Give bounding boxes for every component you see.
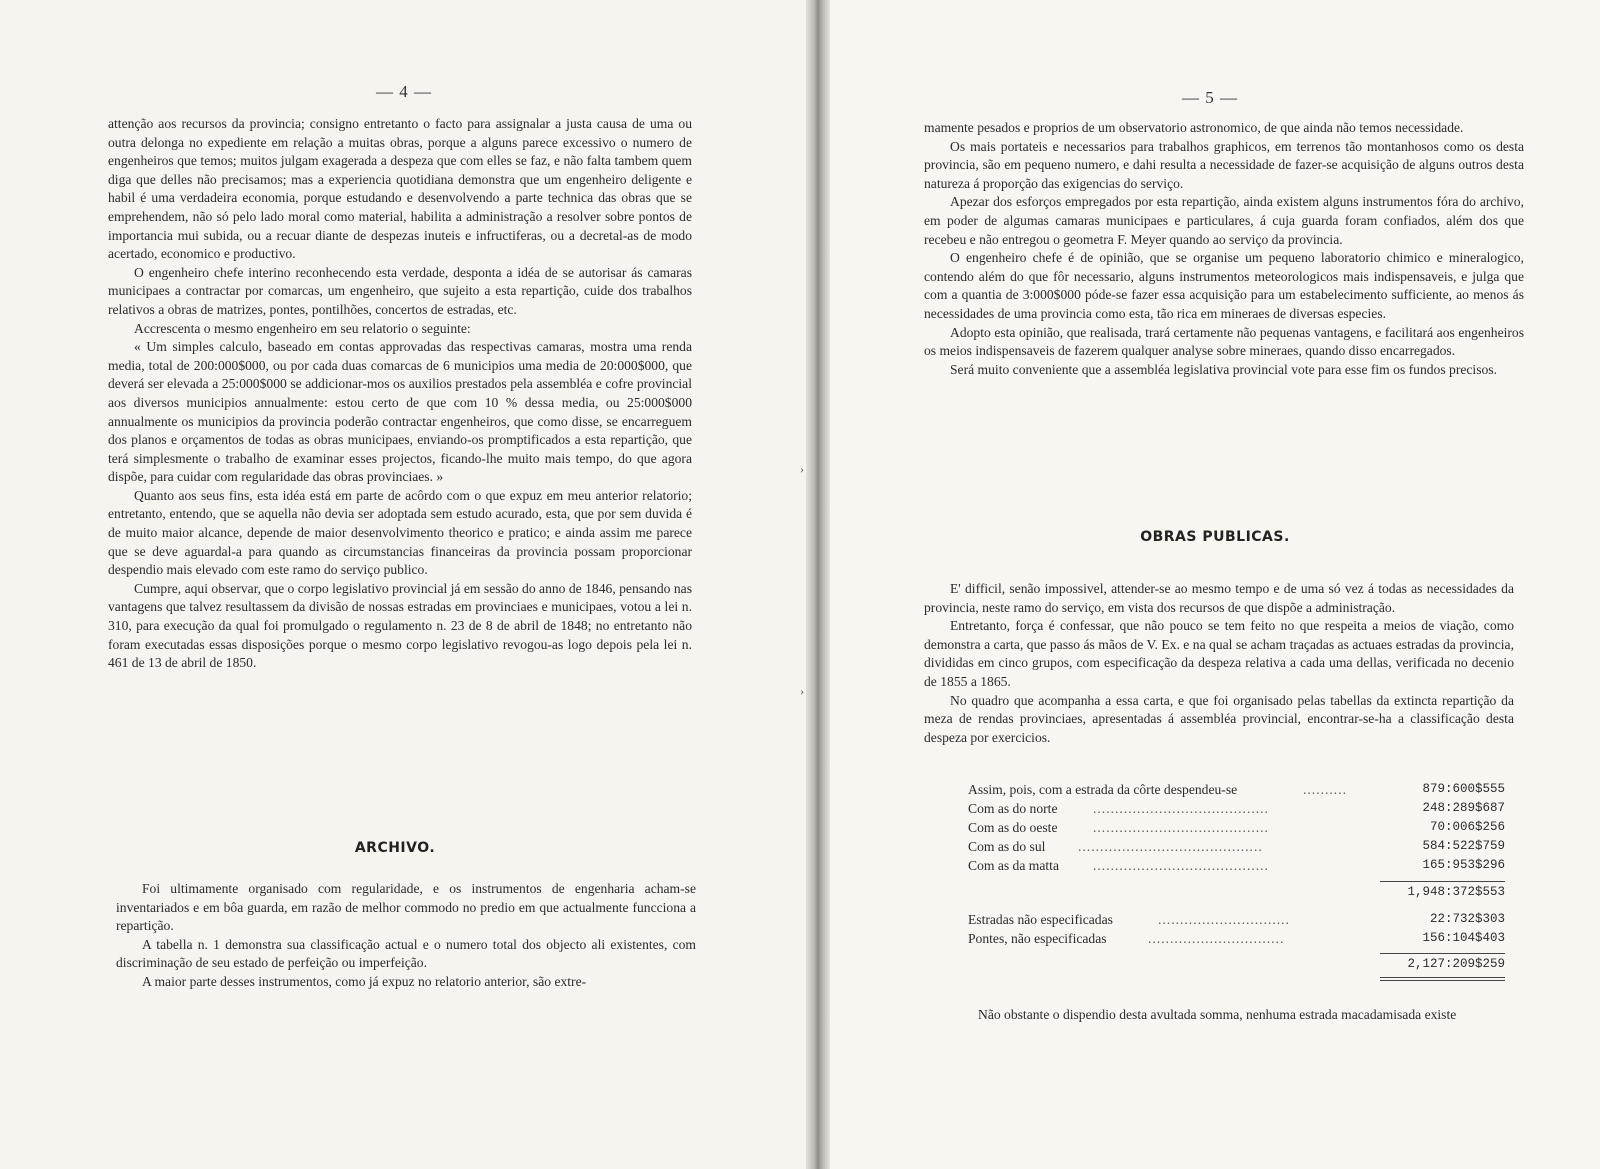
paragraph: Accrescenta o mesmo engenheiro em seu relatorio o seguinte:: [134, 320, 471, 336]
row-label: Com as do sul: [968, 839, 1046, 854]
section-heading-obras-publicas: OBRAS PUBLICAS.: [1140, 529, 1290, 545]
paragraph: No quadro que acompanha a essa carta, e que foi organisado pelas tabellas da extincta repartição da meza de rendas provinciaes, apresentadas á assembléa provincial, encontrar-se-ha a classificação desta despeza por exercicios.: [924, 692, 1514, 745]
table-rule: [1380, 881, 1505, 882]
row-label: Estradas não especificadas: [968, 912, 1113, 927]
paragraph: E' difficil, senão impossivel, attender-se ao mesmo tempo e de uma só vez á todas as necessidades da provincia, neste ramo do serviço, em vista dos recursos de que dispõe a administração.: [924, 581, 1514, 615]
paragraph: Adopto esta opinião, que realisada, trará certamente não pequenas vantagens, e facilitará aos engenheiros os meios indispensaveis de fazerem qualquer analyse sobre mineraes, quando disso encarregados.: [924, 324, 1524, 359]
leader-dots: ........................................: [1093, 858, 1269, 873]
left-body-text: [108, 115, 692, 673]
margin-mark-icon: ›: [800, 684, 804, 698]
leader-dots: ..........................................: [1078, 839, 1263, 854]
subtotal-value: 1,948:372$553: [1407, 885, 1505, 899]
page-number-left: — 4 —: [376, 82, 432, 101]
paragraph: mamente pesados e proprios de um observatorio astronomico, de que ainda não temos necessidade.: [924, 120, 1464, 135]
page-number-right: — 5 —: [1182, 88, 1238, 107]
leader-dots: ........................................: [1093, 820, 1269, 835]
row-value: 156:104$403: [1422, 931, 1505, 945]
paragraph: Quanto aos seus fins, esta idéa está em parte de acôrdo com o que expuz em meu anterior relatorio; entretanto, entendo, que se aquella não devia ser adoptada sem estudo acurado, esta, que por sem duvida é de muito maior alcance, depende de maior desenvolvimento theorico e pratico; e ainda assim me parece que se deve aguardal-a para quando as circumstancias financeiras da provincia possam proporcionar despendio mais elevado com este ramo do serviço publico.: [108, 487, 692, 578]
table-row: [968, 912, 1505, 931]
paragraph: Entretanto, força é confessar, que não pouco se tem feito no que respeita a meios de viação, como demonstra a carta, que passo ás mãos de V. Ex. e na qual se acham traçadas as actuaes estradas da provincia, divididas em cinco grupos, com especificação da despeza relativa a cada uma dellas, verificada no decenio de 1855 a 1865.: [924, 618, 1514, 689]
quoted-paragraph: « Um simples calculo, baseado em contas approvadas das respectivas camaras, mostra uma renda media, total de 200:000$000, ou por cada duas comarcas de 6 municipios uma media de 20:000$000, que deverá ser elevada a 25:000$000 se addicionar-mos os auxilios prestados pela assembléa e cofre provincial aos diversos municipios annualmente: estou certo de que com 10 % dessa media, ou 25:000$000 annualmente os municipios da provincia poderão contractar engenheiros, que como disse, se encarreguem dos planos e orçamentos de todas as obras municipaes, enviando-os promptificados a esta repartição, que terá simplesmente o trabalho de examinar esses projectos, ficando-lhe muito mais tempo, do que agora dispõe, para cuidar com regularidade das obras provinciaes. »: [108, 339, 692, 485]
right-body-text: [924, 119, 1524, 379]
paragraph: A tabella n. 1 demonstra sua classificação actual e o numero total dos objecto ali existentes, com discriminação de seu estado de perfeição ou imperfeição.: [116, 936, 696, 971]
leader-dots: ........................................: [1093, 801, 1269, 816]
table-row: [968, 801, 1505, 820]
row-label: Com as da matta: [968, 858, 1059, 873]
paragraph: O engenheiro chefe interino reconhecendo esta verdade, desponta a idéa de se autorisar ás camaras municipaes a contractar por comarcas, um engenheiro, que sujeito a esta repartição, cuide dos trabalhos relativos a obras de matrizes, pontes, pontilhões, concertos de estradas, etc.: [108, 264, 692, 317]
row-value: 22:732$303: [1429, 912, 1505, 926]
leader-dots: ...............................: [1148, 931, 1285, 946]
table-row: [968, 858, 1505, 877]
paragraph: Foi ultimamente organisado com regularidade, e os instrumentos de engenharia acham-se inventariados e em bôa guarda, em razão de melhor commodo no predio em que actualmente funcciona a repartição.: [116, 881, 696, 934]
total-value: 2,127:209$259: [1407, 957, 1505, 971]
paragraph: attenção aos recursos da provincia; consigno entretanto o facto para assignalar a justa causa de uma ou outra delonga no expediente em relação a muitas obras, porque a alguns parece excessivo o numero de engenheiros que temos; muitos julgam exagerada a despeza que com elles se faz, e não falta tambem quem diga que delles não precisamos; mas a experiencia quotidiana demonstra que um engenheiro deligente e habil é uma verdadeira economia, porque estudando e desenvolvendo a parte technica das obras que se emprehendem, não só pelo lado moral como material, habilita a administração a resolver sobre pontos de importancia mui subida, ou a recuar diante de despezas inuteis e infructiferas, ou a decretal-as de modo acertado, economico e productivo.: [108, 116, 692, 262]
table-row: [968, 782, 1505, 801]
table-row: [968, 820, 1505, 839]
paragraph: Cumpre, aqui observar, que o corpo legislativo provincial já em sessão do anno de 1846, pensando nas vantagens que talvez resultassem da divisão de nossas estradas em provinciaes e municipaes, votou a lei n. 310, para execução da qual foi promulgado o regulamento n. 23 de 8 de abril de 1848; no entretanto não foram executadas essas disposições porque o mesmo corpo legislativo revogou-as logo depois pela lei n. 461 de 13 de abril de 1850.: [108, 580, 692, 671]
paragraph: A maior parte desses instrumentos, como já expuz no relatorio anterior, são extre-: [142, 973, 587, 989]
paragraph: Os mais portateis e necessarios para trabalhos graphicos, em terrenos tão montanhosos como os desta provincia, são em pequeno numero, e dahi resulta a necessidade de fazer-se acquisição de alguns outros desta natureza á proporção das exigencias do serviço.: [924, 138, 1524, 191]
table-subtotal-row: [968, 885, 1505, 904]
row-value: 584:522$759: [1422, 839, 1505, 853]
row-value: 70:006$256: [1429, 820, 1505, 834]
section-heading-archivo: ARCHIVO.: [354, 840, 436, 856]
paragraph: Será muito conveniente que a assembléa legislativa provincial vote para esse fim os fundos precisos.: [950, 361, 1497, 377]
row-label: Pontes, não especificadas: [968, 931, 1107, 946]
table-row: [968, 931, 1505, 950]
leader-dots: ..............................: [1158, 912, 1290, 927]
row-label: Com as do oeste: [968, 820, 1058, 835]
book-gutter: [806, 0, 830, 1169]
leader-dots: ..........: [1303, 782, 1347, 797]
row-value: 165:953$296: [1422, 858, 1505, 872]
paragraph: Apezar dos esforços empregados por esta repartição, ainda existem alguns instrumentos fóra do archivo, em poder de algumas camaras municipaes e particulares, á cuja guarda foram confiados, além dos que recebeu e não entregou o geometra F. Meyer quando ao serviço da provincia.: [924, 194, 1524, 247]
row-label: Com as do norte: [968, 801, 1058, 816]
table-row: [968, 839, 1505, 858]
obras-body-text: [924, 580, 1514, 747]
row-value: 248:289$687: [1422, 801, 1505, 815]
closing-line: Não obstante o dispendio desta avultada somma, nenhuma estrada macadamisada existe: [978, 1007, 1457, 1022]
archivo-body-text: [116, 880, 696, 992]
table-double-rule: [1380, 977, 1505, 981]
paragraph: O engenheiro chefe é de opinião, que se organise um pequeno laboratorio chimico e mineralogico, contendo além do que fôr necessario, alguns instrumentos meteorologicos mais indispensaveis, e julga que com a quantia de 3:000$000 póde-se fazer essa acquisição para um estabelecimento sufficiente, ao menos ás necessidades de uma provincia como esta, tão rica em mineraes de diversas especies.: [924, 250, 1524, 321]
row-value: 879:600$555: [1422, 782, 1505, 796]
row-label: Assim, pois, com a estrada da côrte despendeu-se: [968, 782, 1238, 797]
table-rule: [1380, 953, 1505, 954]
margin-mark-icon: ›: [800, 462, 804, 476]
table-total-row: [968, 957, 1505, 976]
